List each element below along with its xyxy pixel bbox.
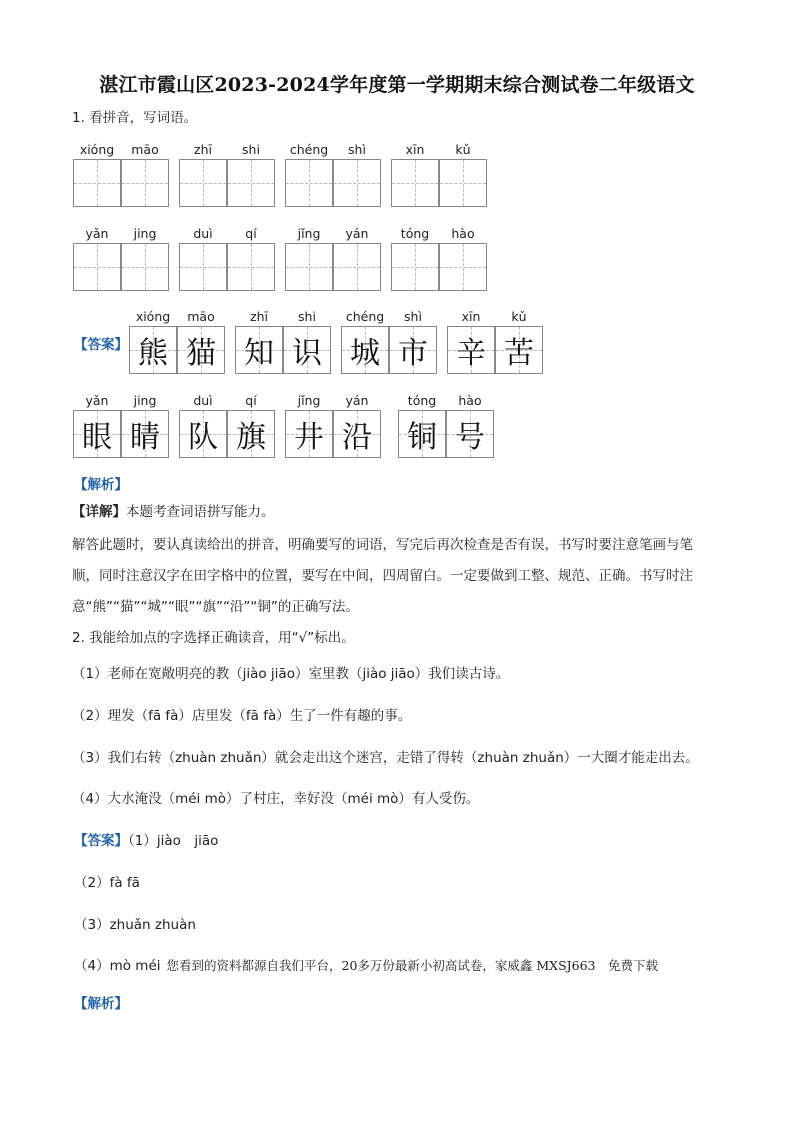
explain-line-1: 解答此题时，要认真读给出的拼音，明确要写的词语，写完后再次检查是否有误，书写时要注意笔画与笔	[72, 537, 693, 553]
pinyin-label: māo	[131, 142, 159, 157]
pinyin-label: zhī	[194, 142, 212, 157]
tianzige-box	[179, 410, 227, 458]
tianzige-box[interactable]	[227, 159, 275, 207]
answer-character: 辛	[456, 336, 486, 371]
watermark-text: 您看到的资料都源自我们平台，20多万份最新小初高试卷，家威鑫 MXSJ663 免费下载	[166, 958, 659, 973]
pinyin-label: xióng	[135, 309, 171, 324]
pinyin-label: qí	[245, 226, 257, 241]
detail-text: 本题考查词语拼写能力。	[126, 504, 275, 520]
tianzige-box[interactable]	[333, 243, 381, 291]
tianzige-box[interactable]	[121, 159, 169, 207]
question-2-prompt: 2. 我能给加点的字选择正确读音，用“√”标出。	[72, 630, 355, 646]
detail-label: 【详解】	[72, 504, 126, 520]
pinyin-label: duì	[193, 393, 213, 408]
tianzige-box[interactable]	[439, 159, 487, 207]
answer-character: 铜	[407, 420, 437, 455]
pinyin-label: zhī	[250, 309, 268, 324]
question-2-item-3: （3）我们右转（zhuàn zhuǎn）就会走出这个迷宫，走错了得转（zhuàn zhuǎn）一大圈才能走出去。	[72, 750, 699, 766]
explain-line-3: 意“熊”“猫”“城”“眼”“旗”“沿”“铜”的正确写法。	[72, 599, 359, 615]
q2-answer-1: （1）jiào jiāo	[128, 833, 219, 849]
question-2-item-2: （2）理发（fā fà）店里发（fā fà）生了一件有趣的事。	[72, 708, 412, 724]
question-1-prompt: 1. 看拼音，写词语。	[72, 110, 198, 126]
pinyin-label: jǐng	[297, 393, 321, 408]
tianzige-box[interactable]	[179, 243, 227, 291]
tianzige-box	[285, 410, 333, 458]
q2-answer-line-1	[74, 831, 218, 851]
pinyin-label: māo	[187, 309, 215, 324]
page-title: 湛江市霞山区2023-2024学年度第一学期期末综合测试卷二年级语文	[99, 74, 695, 96]
tianzige-box	[177, 326, 225, 374]
pinyin-label: yán	[345, 226, 369, 241]
explain-line-2: 顺，同时注意汉字在田字格中的位置，要写在中间，四周留白。一定要做到工整、规范、正确。书写时注	[72, 568, 693, 584]
pinyin-label: chéng	[345, 309, 385, 324]
analysis-label: 【解析】	[74, 477, 128, 493]
tianzige-box	[235, 326, 283, 374]
tianzige-box	[333, 410, 381, 458]
question-2-item-1: （1）老师在宽敞明亮的教（jiào jiāo）室里教（jiào jiāo）我们读古诗。	[72, 666, 510, 682]
tianzige-box[interactable]	[391, 159, 439, 207]
answer-character: 苦	[504, 336, 534, 371]
pinyin-label: shì	[348, 142, 366, 157]
pinyin-label: yǎn	[85, 393, 109, 408]
detail-line	[72, 502, 275, 522]
answer-character: 队	[188, 420, 218, 455]
answer-character: 识	[292, 336, 322, 371]
pinyin-label: shi	[298, 309, 316, 324]
tianzige-box[interactable]	[333, 159, 381, 207]
q2-answer-line-4	[74, 956, 658, 976]
question-2-item-4: （4）大水淹没（méi mò）了村庄，幸好没（méi mò）有人受伤。	[72, 791, 480, 807]
pinyin-label: tóng	[400, 226, 430, 241]
answer-character: 睛	[130, 420, 160, 455]
answer-character: 号	[455, 420, 485, 455]
pinyin-label: hào	[458, 393, 482, 408]
tianzige-box[interactable]	[285, 159, 333, 207]
answer-character: 知	[244, 336, 274, 371]
tianzige-box	[129, 326, 177, 374]
pinyin-label: shì	[404, 309, 422, 324]
q2-answer-3: （3）zhuǎn zhuàn	[74, 917, 196, 933]
tianzige-box[interactable]	[439, 243, 487, 291]
answer-character: 沿	[342, 420, 372, 455]
tianzige-box[interactable]	[391, 243, 439, 291]
answer-character: 市	[398, 336, 428, 371]
pinyin-label: shi	[242, 142, 260, 157]
q2-answer-2: （2）fà fā	[74, 875, 140, 891]
pinyin-label: kǔ	[511, 309, 527, 324]
pinyin-label: jing	[133, 226, 157, 241]
answer-character: 熊	[138, 336, 168, 371]
tianzige-box	[73, 410, 121, 458]
pinyin-label: xióng	[79, 142, 115, 157]
answer-character: 眼	[82, 420, 112, 455]
tianzige-box	[447, 326, 495, 374]
tianzige-box[interactable]	[73, 243, 121, 291]
q2-answer-4: （4）mò méi	[74, 958, 161, 974]
tianzige-box	[389, 326, 437, 374]
tianzige-box[interactable]	[121, 243, 169, 291]
pinyin-label: jing	[133, 393, 157, 408]
pinyin-label: qí	[245, 393, 257, 408]
pinyin-label: chéng	[289, 142, 329, 157]
pinyin-label: yán	[345, 393, 369, 408]
pinyin-label: duì	[193, 226, 213, 241]
tianzige-box	[398, 410, 446, 458]
tianzige-box	[495, 326, 543, 374]
tianzige-box	[341, 326, 389, 374]
answer-character: 井	[294, 420, 324, 455]
pinyin-label: yǎn	[85, 226, 109, 241]
tianzige-box[interactable]	[285, 243, 333, 291]
tianzige-box	[227, 410, 275, 458]
pinyin-label: hào	[451, 226, 475, 241]
tianzige-box	[446, 410, 494, 458]
tianzige-box[interactable]	[179, 159, 227, 207]
tianzige-box[interactable]	[227, 243, 275, 291]
answer-character: 猫	[186, 336, 216, 371]
pinyin-label: xīn	[461, 309, 481, 324]
tianzige-box	[121, 410, 169, 458]
pinyin-label: tóng	[407, 393, 437, 408]
pinyin-label: jǐng	[297, 226, 321, 241]
answer-character: 城	[350, 336, 380, 371]
pinyin-label: xīn	[405, 142, 425, 157]
q2-answer-label: 【答案】	[74, 833, 128, 849]
answer-character: 旗	[236, 420, 266, 455]
pinyin-label: kǔ	[455, 142, 471, 157]
tianzige-box	[283, 326, 331, 374]
q2-analysis-label: 【解析】	[74, 996, 128, 1012]
answer-label: 【答案】	[74, 337, 128, 353]
tianzige-box[interactable]	[73, 159, 121, 207]
